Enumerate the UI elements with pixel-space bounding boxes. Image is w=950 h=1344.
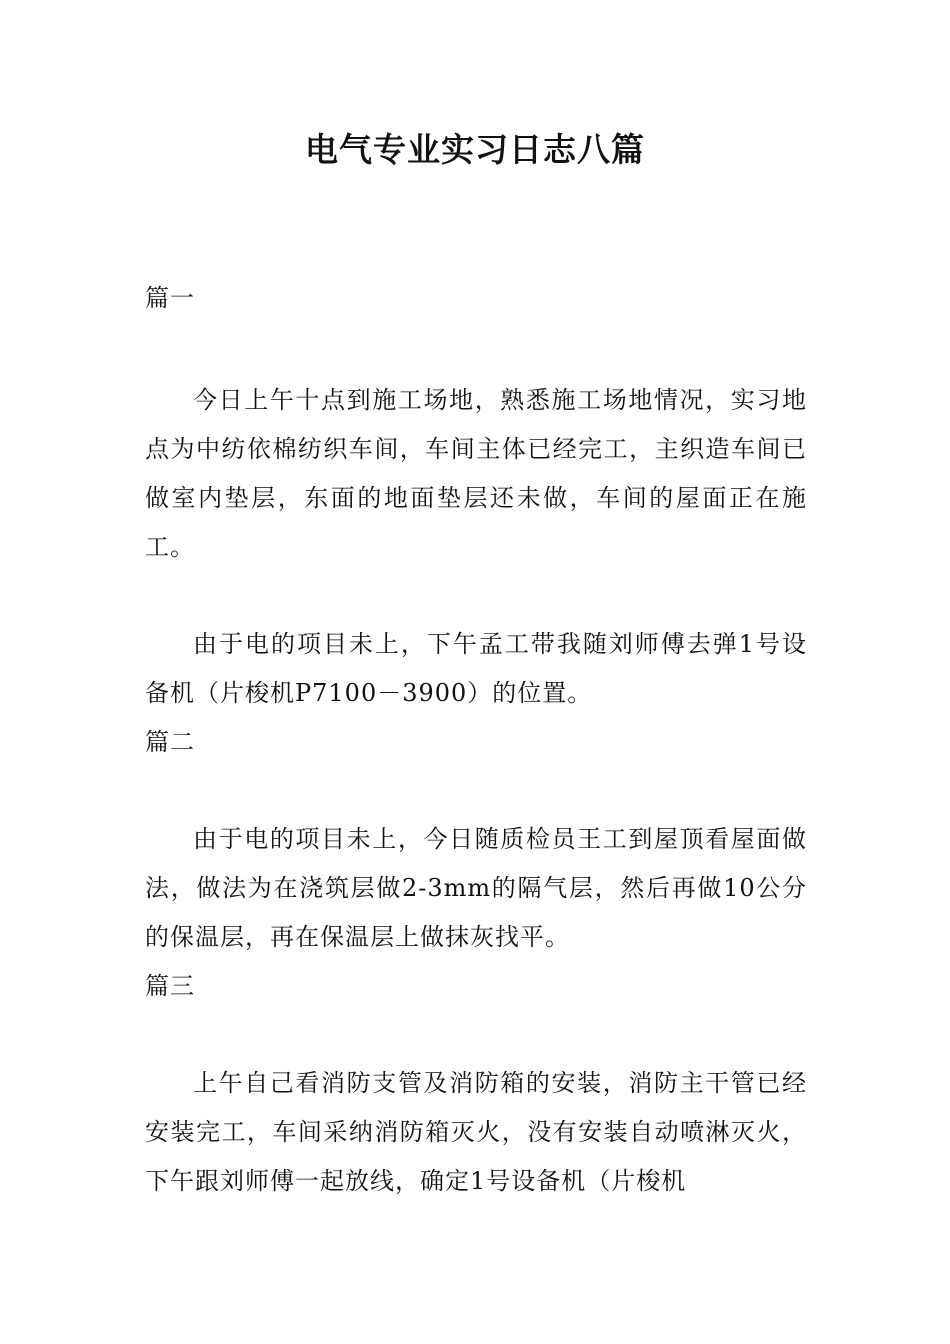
- document-title: 电气专业实习日志八篇: [305, 130, 645, 169]
- spacer: [145, 1011, 807, 1059]
- spacer: [145, 767, 807, 815]
- document-body: [145, 274, 807, 1206]
- paragraph-1-1: 今日上午十点到施工场地，熟悉施工场地情况，实习地点为中纺依棉纺织车间，车间主体已经完工，主织造车间已做室内垫层，东面的地面垫层还未做，车间的屋面正在施工。: [145, 386, 807, 561]
- paragraph-2-1: 由于电的项目未上，今日随质检员王工到屋顶看屋面做法，做法为在浇筑层做2-3mm的隔气层，然后再做10公分的保温层，再在保温层上做抹灰找平。: [145, 825, 807, 951]
- spacer: [145, 323, 807, 376]
- spacer: [145, 572, 807, 620]
- paragraph-1-2: 由于电的项目未上，下午孟工带我随刘师傅去弹1号设备机（片梭机P7100－3900）的位置。: [145, 630, 807, 707]
- section-heading-1: 篇一: [145, 284, 195, 312]
- section-heading-2: 篇二: [145, 728, 195, 756]
- section-heading-3: 篇三: [145, 972, 195, 1000]
- paragraph-3-1: 上午自己看消防支管及消防箱的安装，消防主干管已经安装完工，车间采纳消防箱灭火，没有安装自动喷淋灭火，下午跟刘师傅一起放线，确定1号设备机（片梭机: [145, 1069, 807, 1195]
